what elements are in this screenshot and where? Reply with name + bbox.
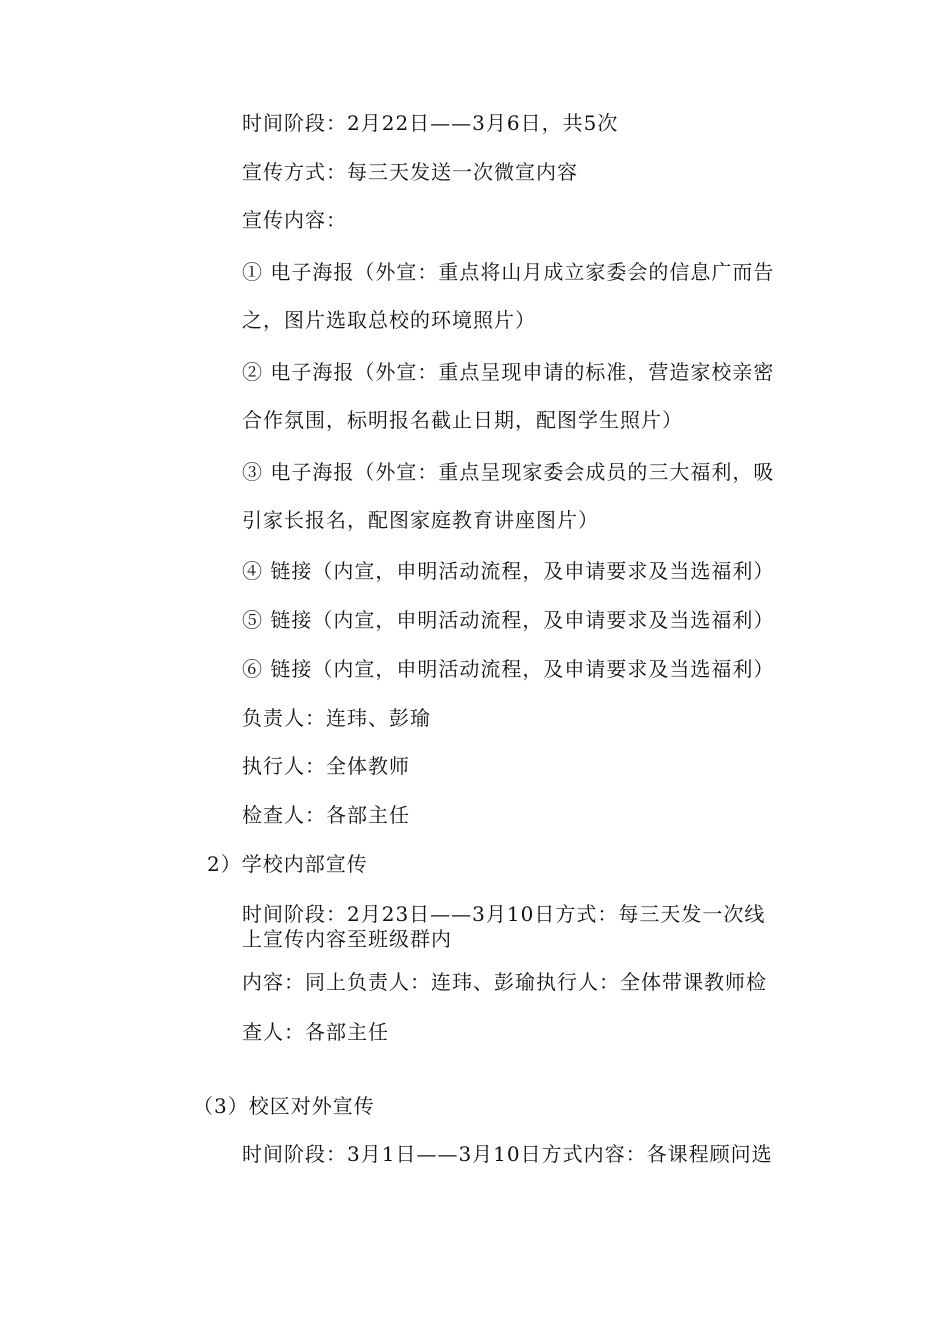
section-heading-campus-external-promotion: （3）校区对外宣传 <box>193 1094 375 1118</box>
responsible-person-line: 负责人：连玮、彭瑜 <box>242 706 431 730</box>
poster-item-1-line-1: ① 电子海报（外宣：重点将山月成立家委会的信息广而告 <box>242 260 775 284</box>
link-item-5: ⑤ 链接（内宣，申明活动流程，及申请要求及当选福利） <box>242 608 775 632</box>
campus-time-method-line: 时间阶段：3月1日——3月10日方式内容：各课程顾问选 <box>242 1142 773 1166</box>
internal-time-method-line-2: 上宣传内容至班级群内 <box>242 927 452 951</box>
poster-item-1-line-2: 之，图片选取总校的环境照片） <box>242 308 536 332</box>
poster-item-2-line-1: ② 电子海报（外宣：重点呈现申请的标准，营造家校亲密 <box>242 360 775 384</box>
time-period-line: 时间阶段：2月22日——3月6日，共5次 <box>242 111 619 135</box>
internal-content-line-2: 查人：各部主任 <box>242 1020 389 1044</box>
link-item-6: ⑥ 链接（内宣，申明活动流程，及申请要求及当选福利） <box>242 657 775 681</box>
promotion-content-heading: 宣传内容： <box>242 208 347 232</box>
internal-content-line-1: 内容：同上负责人：连玮、彭瑜执行人：全体带课教师检 <box>242 970 767 994</box>
inspector-line: 检查人：各部主任 <box>242 803 410 827</box>
poster-item-3-line-2: 引家长报名，配图家庭教育讲座图片） <box>242 508 599 532</box>
section-heading-internal-promotion: 2）学校内部宣传 <box>207 852 368 876</box>
internal-time-method-line-1: 时间阶段：2月23日——3月10日方式：每三天发一次线 <box>242 902 766 926</box>
promotion-method-line: 宣传方式：每三天发送一次微宣内容 <box>242 160 578 184</box>
poster-item-2-line-2: 合作氛围，标明报名截止日期，配图学生照片） <box>242 408 683 432</box>
poster-item-3-line-1: ③ 电子海报（外宣：重点呈现家委会成员的三大福利，吸 <box>242 460 775 484</box>
executor-line: 执行人：全体教师 <box>242 754 410 778</box>
link-item-4: ④ 链接（内宣，申明活动流程，及申请要求及当选福利） <box>242 559 775 583</box>
